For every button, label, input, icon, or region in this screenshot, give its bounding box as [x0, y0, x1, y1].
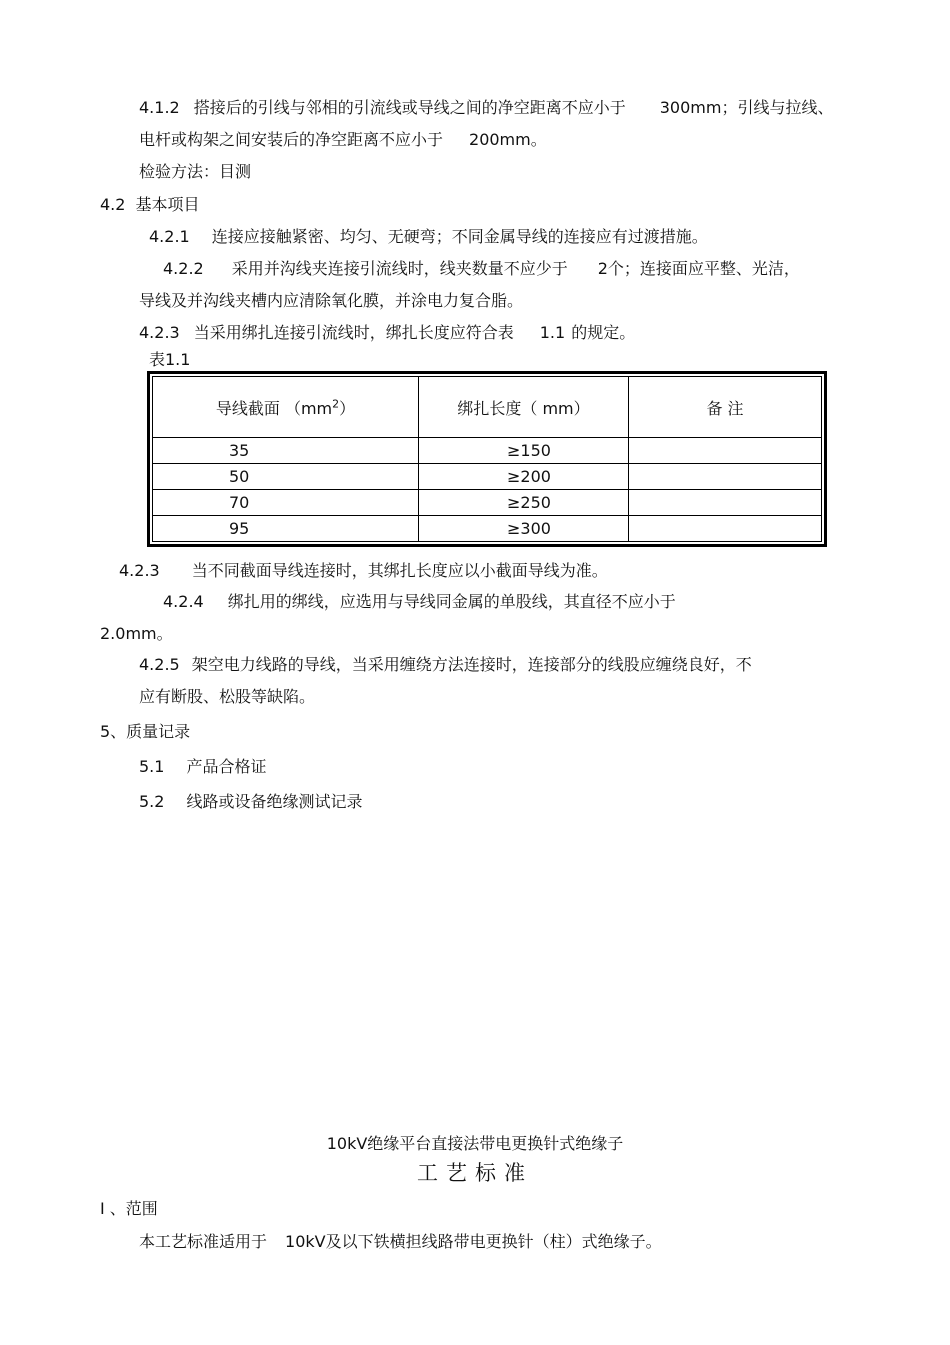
cell-length: ≥300: [419, 516, 629, 542]
cell-note: [629, 490, 822, 516]
table-row: [153, 464, 822, 490]
para-4-2-3b: [119, 561, 608, 581]
clause-text: ；引线与拉线、: [721, 98, 834, 117]
cell-length: ≥200: [419, 464, 629, 490]
cell-note: [629, 516, 822, 542]
table-row: [153, 516, 822, 542]
doc2-title: 10kV绝缘平台直接法带电更换针式绝缘子: [326, 1134, 624, 1153]
section-title: 基本项目: [135, 195, 200, 214]
clause-text: 及以下铁横担线路带电更换针（柱）式绝缘子。: [325, 1232, 662, 1251]
clause-number: 4.2.2: [163, 259, 204, 278]
clause-number: 4.2.4: [163, 592, 204, 611]
clause-number: 4.2.3: [139, 323, 180, 342]
clause-text: 绑扎用的绑线，应选用与导线同金属的单股线，其直径不应小于: [227, 592, 676, 611]
header-text: 导线截面 （mm: [215, 398, 333, 418]
clause-text: 线路或设备绝缘测试记录: [186, 792, 363, 811]
voltage-value: 10kV: [285, 1232, 326, 1251]
para-5-1: [139, 757, 266, 777]
header-length: 绑扎长度（ mm）: [419, 377, 629, 438]
cell-section: 70: [153, 490, 419, 516]
para-4-2-2-line1: [163, 259, 800, 279]
cell-length: ≥150: [419, 438, 629, 464]
table-row: [153, 438, 822, 464]
para-4-2-3: [139, 323, 635, 343]
cell-section: 35: [153, 438, 419, 464]
para-4-2-5-line2: 应有断股、松股等缺陷。: [139, 687, 316, 706]
section-number: 4.2: [100, 195, 126, 214]
superscript: 2: [332, 397, 340, 411]
clause-text: 当不同截面导线连接时，其绑扎长度应以小截面导线为准。: [191, 561, 608, 580]
para-4-1-2-line1: [139, 98, 833, 118]
clause-number: 4.2.3: [119, 561, 160, 580]
header-note: 备 注: [629, 377, 822, 438]
para-4-2-1: [149, 227, 708, 247]
clause-text: 。: [530, 130, 547, 149]
clamp-count: 2: [597, 259, 608, 278]
para-4-2-5-line1: [139, 655, 752, 675]
cell-note: [629, 464, 822, 490]
clause-text: 产品合格证: [186, 757, 267, 776]
binding-length-table: [147, 371, 827, 547]
clause-number: 4.2.5: [139, 655, 180, 674]
clause-text: 电杆或构架之间安装后的净空距离不应小于: [139, 130, 444, 149]
table-caption: 表1.1: [149, 350, 191, 369]
table-header-row: [153, 377, 822, 438]
clause-text: 架空电力线路的导线，当采用缠绕方法连接时，连接部分的线股应缠绕良好，不: [191, 655, 752, 674]
doc2-scope-text: [139, 1232, 662, 1252]
clause-number: 4.2.1: [149, 227, 190, 246]
clause-number: 4.1.2: [139, 98, 180, 117]
clause-number: 5.1: [139, 757, 165, 776]
clause-text: 个；连接面应平整、光洁，: [607, 259, 800, 278]
table-ref: 1.1: [539, 323, 566, 342]
section-5-heading: 5、质量记录: [100, 722, 191, 741]
para-4-2-4-line1: [163, 592, 676, 612]
para-4-2-2-line2: 导线及并沟线夹槽内应清除氧化膜，并涂电力复合脂。: [139, 291, 524, 310]
cell-section: 95: [153, 516, 419, 542]
clause-text: 的规定。: [571, 323, 636, 342]
para-5-2: [139, 792, 362, 812]
table-row: [153, 490, 822, 516]
clause-text: 当采用绑扎连接引流线时，绑扎长度应符合表: [193, 323, 514, 342]
clause-number: 5.2: [139, 792, 165, 811]
clearance-value: 200mm: [469, 130, 531, 149]
para-4-1-2-line2: [139, 130, 547, 150]
cell-note: [629, 438, 822, 464]
doc2-section-scope: I 、范围: [100, 1199, 158, 1218]
clause-text: 搭接后的引线与邻相的引流线或导线之间的净空距离不应小于: [193, 98, 626, 117]
cell-section: 50: [153, 464, 419, 490]
clause-text: 采用并沟线夹连接引流线时，线夹数量不应少于: [231, 259, 568, 278]
clearance-value: 300mm: [659, 98, 722, 117]
para-4-2-4-line2: 2.0mm。: [100, 624, 173, 643]
clause-text: 连接应接触紧密、均匀、无硬弯；不同金属导线的连接应有过渡措施。: [211, 227, 708, 246]
clause-text: 本工艺标准适用于: [139, 1232, 268, 1251]
header-section: [153, 377, 419, 438]
cell-length: ≥250: [419, 490, 629, 516]
inspection-method: 检验方法：目测: [139, 162, 252, 181]
doc2-subtitle: 工艺标准: [417, 1161, 533, 1185]
header-text: ）: [339, 398, 356, 418]
section-4-2-heading: [100, 195, 199, 215]
